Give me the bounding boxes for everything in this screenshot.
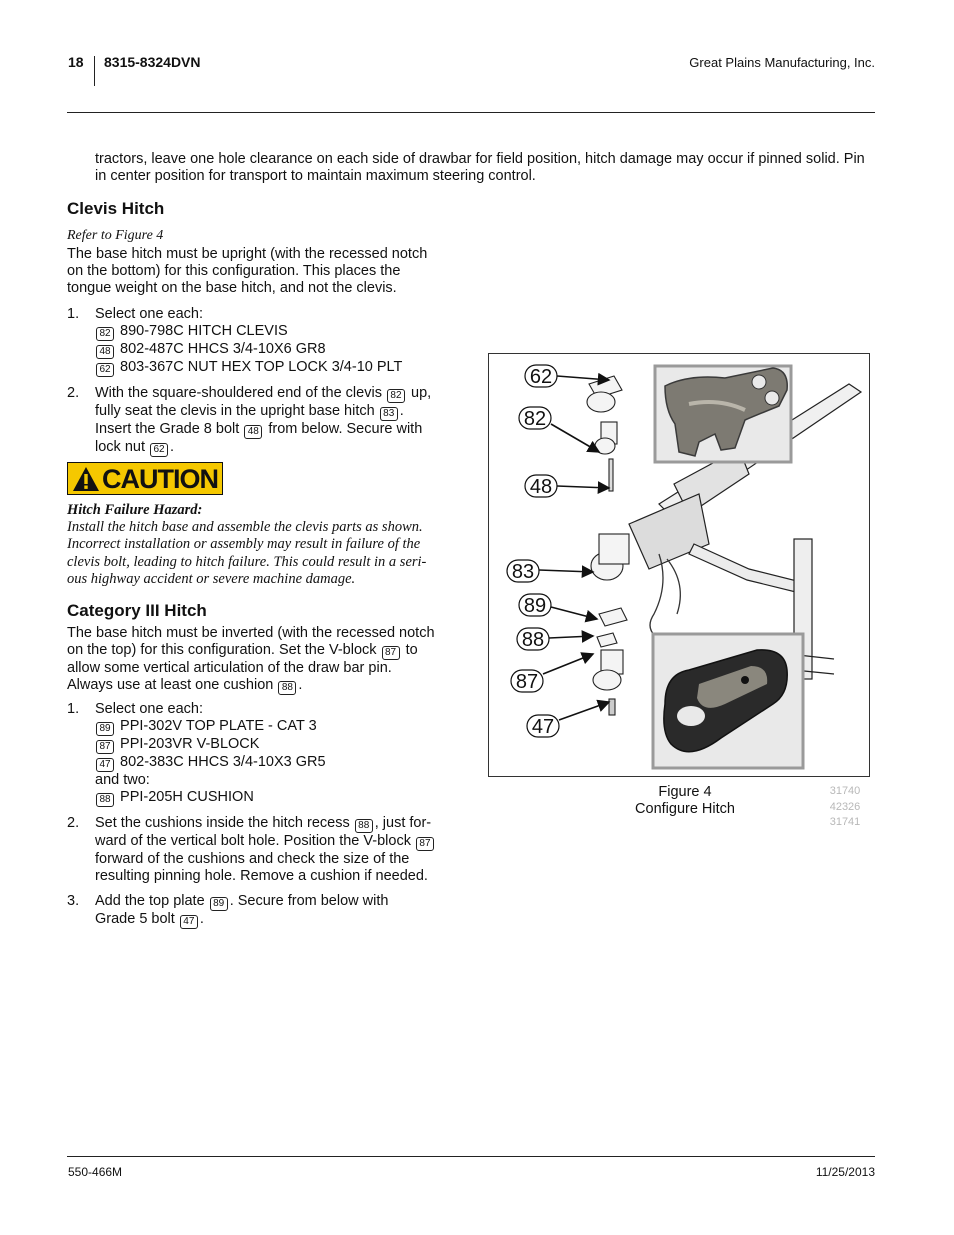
text-fragment: . xyxy=(170,439,175,455)
text-line xyxy=(95,385,467,403)
text-line: clevis bolt, leading to hitch failure. This could result in a seri- xyxy=(67,553,427,570)
figure-image-ids xyxy=(822,784,868,831)
text-fragment: With the square-shouldered end of the clevis xyxy=(95,385,382,401)
part-line xyxy=(95,789,467,807)
callout-badge: 89 xyxy=(96,722,114,736)
step-title: Select one each: xyxy=(95,306,204,322)
header-rule xyxy=(67,112,875,113)
callout-badge: 47 xyxy=(96,758,114,772)
text-line: The base hitch must be inverted (with the recessed notch xyxy=(67,625,435,641)
text-line: on the bottom) for this configuration. This places the xyxy=(67,263,401,279)
text-line xyxy=(95,911,467,929)
text-line: tongue weight on the base hitch, and not the clevis. xyxy=(67,280,397,296)
step-number: 2. xyxy=(67,385,80,401)
text-fragment: . xyxy=(199,911,204,927)
callout-89 xyxy=(519,594,597,619)
clevis-steps xyxy=(67,306,467,465)
callout-label: 47 xyxy=(531,716,555,738)
part-text: PPI-302V TOP PLATE - CAT 3 xyxy=(120,718,317,734)
callout-badge: 87 xyxy=(416,837,434,851)
callout-badge: 88 xyxy=(278,681,296,695)
callout-badge: 87 xyxy=(96,740,114,754)
caution-label xyxy=(67,462,223,495)
callout-label: 89 xyxy=(523,595,547,617)
figure-caption xyxy=(600,784,770,818)
list-item xyxy=(67,385,467,457)
image-id: 31741 xyxy=(829,816,861,828)
text-line xyxy=(95,421,467,439)
text-line: Incorrect installation or assembly may result in failure of the xyxy=(67,536,421,553)
text-fragment: . xyxy=(399,403,404,419)
callout-87 xyxy=(511,654,593,693)
text-fragment: to xyxy=(405,642,418,658)
callout-82 xyxy=(519,407,599,452)
part-line xyxy=(95,341,467,359)
callout-badge: 83 xyxy=(380,407,398,421)
model-number: 8315-8324DVN xyxy=(104,54,201,70)
callout-88 xyxy=(517,628,593,651)
text-fragment: . xyxy=(298,677,303,693)
clevis-paragraph xyxy=(67,246,462,297)
cat3-paragraph xyxy=(67,625,462,695)
text-fragment: up, xyxy=(411,385,432,401)
text-line xyxy=(67,677,462,695)
part-text: 803-367C NUT HEX TOP LOCK 3/4-10 PLT xyxy=(120,359,403,375)
text-line: ous highway accident or severe machine damage. xyxy=(67,570,356,587)
figure-title: Configure Hitch xyxy=(635,801,735,817)
list-item xyxy=(67,701,467,807)
figure-4 xyxy=(488,353,870,777)
page-number: 18 xyxy=(68,54,84,70)
list-item xyxy=(67,815,467,885)
text-line: allow some vertical articulation of the draw bar pin. xyxy=(67,660,392,676)
callout-badge: 82 xyxy=(96,327,114,341)
step-title: Select one each: xyxy=(95,701,204,717)
text-line xyxy=(95,403,467,421)
text-fragment: ward of the vertical bolt hole. Position the V-block xyxy=(95,833,411,849)
figure-reference: Refer to Figure 4 xyxy=(67,228,164,243)
step-number: 2. xyxy=(67,815,80,831)
doc-number: 550-466M xyxy=(68,1165,123,1179)
callout-label: 82 xyxy=(523,408,547,430)
text-fragment: Grade 5 bolt xyxy=(95,911,175,927)
list-item xyxy=(67,893,467,929)
step-number: 1. xyxy=(67,701,80,717)
footer-rule xyxy=(67,1156,875,1157)
callout-badge: 82 xyxy=(387,389,405,403)
callout-48 xyxy=(525,475,609,498)
callout-label: 87 xyxy=(515,671,539,693)
part-text: 802-487C HHCS 3/4-10X6 GR8 xyxy=(120,341,326,357)
text-fragment: Always use at least one cushion xyxy=(67,677,274,693)
list-item xyxy=(67,306,467,377)
text-line: The base hitch must be upright (with the recessed notch xyxy=(67,246,428,262)
callout-label: 48 xyxy=(529,476,553,498)
hitch-parts-stack xyxy=(587,376,629,715)
header-divider xyxy=(94,56,95,86)
part-line xyxy=(95,754,467,772)
text-line: forward of the cushions and check the size of the xyxy=(95,851,410,867)
part-line xyxy=(95,736,467,754)
callout-badge: 88 xyxy=(355,819,373,833)
callout-label: 83 xyxy=(511,561,535,583)
cat3-steps xyxy=(67,701,467,937)
hazard-title: Hitch Failure Hazard: xyxy=(67,502,203,518)
warning-triangle-icon xyxy=(72,466,100,492)
text-fragment: from below. Secure with xyxy=(268,421,423,437)
text-fragment: on the top) for this configuration. Set the V-block xyxy=(67,642,377,658)
callout-badge: 89 xyxy=(210,897,228,911)
section-heading-clevis: Clevis Hitch xyxy=(67,199,165,218)
intro-paragraph: tractors, leave one hole clearance on each side of drawbar for field position, hitch damage may occur if pinned solid. Pin in center position for transport to maintain maximum steering control. xyxy=(95,151,865,184)
callout-label: 88 xyxy=(521,629,545,651)
part-text: PPI-205H CUSHION xyxy=(120,789,254,805)
doc-date: 11/25/2013 xyxy=(815,1165,875,1179)
part-text: 802-383C HHCS 3/4-10X3 GR5 xyxy=(120,754,326,770)
callout-badge: 47 xyxy=(180,915,198,929)
step-number: 3. xyxy=(67,893,80,909)
text-fragment: Add the top plate xyxy=(95,893,205,909)
part-line xyxy=(95,359,467,377)
text-line xyxy=(95,833,467,851)
part-text: PPI-203VR V-BLOCK xyxy=(120,736,260,752)
text-fragment: , just for- xyxy=(374,815,432,831)
text-line xyxy=(95,439,467,457)
text-line: resulting pinning hole. Remove a cushion if needed. xyxy=(95,868,428,884)
callout-badge: 62 xyxy=(150,443,168,457)
callout-badge: 48 xyxy=(244,425,262,439)
callout-label: 62 xyxy=(529,366,553,388)
text-line xyxy=(67,642,462,660)
image-id: 31740 xyxy=(829,785,861,797)
text-line xyxy=(95,815,467,833)
hazard-text xyxy=(67,519,459,588)
text-fragment: Set the cushions inside the hitch recess xyxy=(95,815,350,831)
text-line xyxy=(95,893,467,911)
part-line xyxy=(95,323,467,341)
image-id: 42326 xyxy=(829,800,861,813)
callout-badge: 87 xyxy=(382,646,400,660)
step-number: 1. xyxy=(67,306,80,322)
text-line: Install the hitch base and assemble the clevis parts as shown. xyxy=(67,519,423,535)
callout-badge: 62 xyxy=(96,363,114,377)
callout-badge: 48 xyxy=(96,345,114,359)
part-line xyxy=(95,718,467,736)
callout-badge: 88 xyxy=(96,793,114,807)
callout-83 xyxy=(507,560,593,583)
text-fragment: Insert the Grade 8 bolt xyxy=(95,421,240,437)
part-text: 890-798C HITCH CLEVIS xyxy=(120,323,288,339)
figure-number: Figure 4 xyxy=(658,784,712,800)
company-name: Great Plains Manufacturing, Inc. xyxy=(689,55,875,70)
text-fragment: fully seat the clevis in the upright base hitch xyxy=(95,403,375,419)
text-fragment: lock nut xyxy=(95,439,145,455)
hitch-illustration xyxy=(489,354,870,777)
caution-word: CAUTION xyxy=(102,463,218,494)
text-fragment: . Secure from below with xyxy=(229,893,389,909)
section-heading-cat3: Category III Hitch xyxy=(67,601,207,620)
callout-47 xyxy=(527,702,609,738)
text-line: and two: xyxy=(95,772,150,788)
